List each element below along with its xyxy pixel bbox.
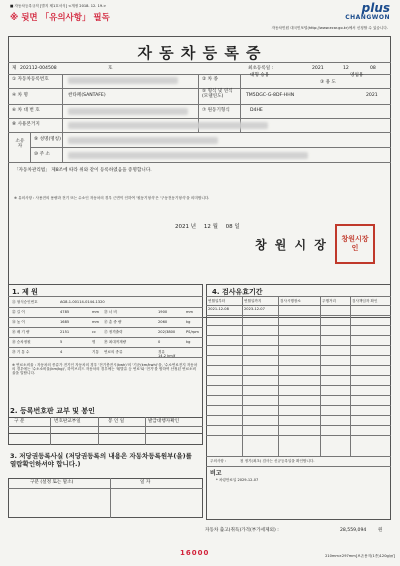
plate-col-type: 구 분 bbox=[14, 419, 25, 424]
inspection-col-from: 연월일부터 bbox=[208, 299, 226, 303]
issue-day: 08 bbox=[225, 224, 233, 230]
spec-footnote: ※ 연료소비율 : 자동차의 종류가 전기인 자동차의 경우 '전기충전시(kwh)'의 '기준(km/kwh)'을, '수소연료전지 자동차의 경우에는 '수소소비율(km/kg)', 하이브리드 자동차의 경우에는 '휘발유 등 연료'와 '전기'를 합하여 산정된 연료소비율을 말합니다. bbox=[12, 363, 198, 376]
spec-label-2: ⑲ 최대적재량 bbox=[104, 340, 127, 344]
stamp-number: 16000 bbox=[180, 549, 210, 557]
spec-extra: 14.2 km/ℓ bbox=[158, 354, 176, 358]
owner-address-label: ⑩ 주 소 bbox=[34, 152, 50, 157]
plate-col-issued: 번호판교부일 bbox=[54, 419, 81, 424]
inspection-col-inspector: 검사책임자 확인 bbox=[352, 299, 378, 303]
spec-row-divider bbox=[8, 347, 203, 348]
spec-unit: 기통 bbox=[92, 350, 99, 354]
inspection-col-mileage: 주행거리 bbox=[322, 299, 336, 303]
issue-date bbox=[175, 222, 240, 230]
vehicle-type-label: ② 차 종 bbox=[202, 77, 218, 82]
spec-unit: mm bbox=[92, 310, 100, 314]
first-reg-month: 12 bbox=[343, 66, 349, 71]
issue-month-unit: 월 bbox=[212, 224, 218, 230]
reg-number-redacted bbox=[68, 77, 178, 84]
remarks-header: 비고 bbox=[210, 470, 222, 477]
spec-value-2: 경유 bbox=[158, 350, 165, 354]
inspection-section bbox=[206, 284, 391, 520]
official-seal bbox=[335, 224, 375, 264]
portal-notice: 자동차민원 대국민포털(http://www.ecar.go.kr)에서 신청할 수 있습니다. bbox=[271, 26, 388, 30]
first-reg-day: 08 bbox=[370, 66, 376, 71]
inspection-col-place: 검사시행장소 bbox=[280, 299, 301, 303]
vin-label: ⑥ 차 대 번 호 bbox=[12, 108, 40, 113]
spec-unit: 명 bbox=[92, 340, 96, 344]
owner-name-label: ⑨ 성명(명칭) bbox=[34, 137, 61, 142]
owner-label: 소유자 bbox=[15, 139, 25, 150]
paper-spec: 210mm×297mm[보존용지(1종)120g/㎡] bbox=[325, 554, 395, 558]
doc-number-suffix: 호 bbox=[108, 66, 113, 71]
official-seal-text: 창원시장인 bbox=[341, 235, 369, 252]
model-year: 2021 bbox=[366, 93, 378, 98]
first-reg-label: 최초등록일 : bbox=[248, 66, 274, 71]
price-value: 28,559,094 bbox=[340, 528, 367, 533]
issue-year-unit: 년 bbox=[190, 224, 197, 230]
spec-unit: mm bbox=[92, 320, 100, 324]
model-label: ⑤ 형식 및 연식 (모델연도) bbox=[202, 89, 233, 100]
spec-label: ⑫ 길 이 bbox=[12, 310, 25, 314]
inspection-to: 2023-12-07 bbox=[244, 307, 265, 311]
registration-certificate bbox=[8, 36, 391, 318]
plate-col-agent: 발급대행자확인 bbox=[148, 419, 180, 424]
plate-header: 2. 등록번호판 교부 및 봉인 bbox=[10, 407, 95, 415]
spec-value: 2151 bbox=[60, 330, 70, 334]
reg-number-label: ① 자동차등록번호 bbox=[12, 77, 49, 82]
spec-header: 1. 제 원 bbox=[12, 288, 38, 296]
doc-number: 202112-004508 bbox=[20, 66, 57, 71]
spec-unit-2: kg bbox=[186, 320, 191, 324]
base-location-redacted bbox=[68, 122, 268, 129]
use-value: 영업용 bbox=[350, 73, 364, 78]
owner-address-redacted bbox=[68, 152, 308, 159]
model-value: TM5DGC-G-8DF-HHN bbox=[246, 93, 295, 98]
spec-label: ⑪ 형식승인번호 bbox=[12, 300, 38, 304]
issuer-name: 창 원 시 장 bbox=[255, 238, 328, 252]
spec-label: ⑭ 높 이 bbox=[12, 320, 25, 324]
lien-col-date: 일 자 bbox=[140, 480, 151, 485]
caution-text: 첫 정기(최초) 검사는 신규등록일을 확인합니다. bbox=[240, 459, 315, 463]
issue-day-unit: 일 bbox=[234, 224, 240, 230]
use-label: ③ 용 도 bbox=[320, 80, 336, 85]
price-unit: 원 bbox=[378, 528, 383, 533]
inspection-col-to: 연월일까지 bbox=[244, 299, 262, 303]
spec-value-2: 0 bbox=[158, 340, 161, 344]
owner-name-redacted bbox=[68, 137, 218, 144]
plate-col-sealed: 봉 인 일 bbox=[108, 419, 125, 424]
logo-plus-text: plus bbox=[361, 1, 390, 15]
vehicle-type-value: 대형 승용 bbox=[250, 73, 270, 78]
spec-label-2: ⑮ 총 중 량 bbox=[104, 320, 122, 324]
spec-value-2: 202/3800 bbox=[158, 330, 176, 334]
vin-redacted bbox=[68, 108, 188, 115]
spec-value-2: 1900 bbox=[158, 310, 168, 314]
spec-label-2: 연료의 종류 bbox=[104, 350, 123, 354]
logo-city-text: CHANGWON bbox=[345, 14, 390, 21]
form-reference: ■ 자동차등록규칙 [별지 제1호서식] <개정 2018. 12. 19.> bbox=[10, 4, 107, 8]
engine-label: ⑦ 원동기형식 bbox=[202, 108, 230, 113]
spec-value-2: 2060 bbox=[158, 320, 168, 324]
certification-text: 「자동차관리법」 제8조에 따라 위와 같이 등록하였음을 증명합니다. bbox=[14, 168, 152, 173]
issue-month: 12 bbox=[203, 224, 211, 230]
doc-number-label: 제 bbox=[12, 66, 17, 71]
city-logo bbox=[330, 2, 390, 21]
spec-unit-2: kg bbox=[186, 340, 191, 344]
spec-value: AG8-1-00114-0144-1320 bbox=[60, 300, 105, 304]
spec-row-divider bbox=[8, 317, 203, 318]
car-name-value: 싼타페(SANTAFE) bbox=[68, 93, 106, 98]
spec-label: ⑳ 기 통 수 bbox=[12, 350, 30, 354]
spec-value: 4 bbox=[60, 350, 63, 354]
car-name-label: ④ 차 명 bbox=[12, 93, 28, 98]
spec-label: ⑱ 승차정원 bbox=[12, 340, 31, 344]
spec-unit: cc bbox=[92, 330, 96, 334]
spec-value: 4785 bbox=[60, 310, 70, 314]
issue-year: 2021 bbox=[175, 224, 189, 230]
spec-row-divider bbox=[8, 307, 203, 308]
spec-unit-2: mm bbox=[186, 310, 194, 314]
engine-value: D4HE bbox=[250, 108, 263, 113]
spec-unit-2: PS/rpm bbox=[186, 330, 199, 334]
spec-value: 1685 bbox=[60, 320, 70, 324]
lien-header: 3. 저당권등록사실 (저당권등록의 내용은 자동차등록원부(을)를 열람확인하셔야 합니다.) bbox=[10, 452, 192, 468]
spec-label-2: ⑬ 너 비 bbox=[104, 310, 117, 314]
caution-note: ※ 유의사항 : 사용전의 용량과 전기 또는 수소인 자동차의 경우 근면이 인하여 '원동기형식'은 '구동전동기형식'을 의미합니다. bbox=[14, 196, 210, 200]
lien-col-type: 구분 (설정 또는 말소) bbox=[30, 480, 74, 485]
spec-row-divider bbox=[8, 337, 203, 338]
remarks-entry: * 차령만료일 2029-12-07 bbox=[216, 478, 259, 482]
caution-label: 주의사항 : bbox=[210, 459, 227, 463]
first-reg-year: 2021 bbox=[312, 66, 324, 71]
spec-row-divider bbox=[8, 327, 203, 328]
price-label: 자동차 출고(취득)가격(부가세제외) : bbox=[205, 528, 279, 533]
inspection-from: 2021-12-08 bbox=[208, 307, 229, 311]
spec-value: 5 bbox=[60, 340, 63, 344]
spec-label: ⑯ 배 기 량 bbox=[12, 330, 30, 334]
page-title: 자 동 차 등 록 증 bbox=[137, 44, 262, 62]
spec-label-2: ⑰ 정격출력 bbox=[104, 330, 123, 334]
base-location-label: ⑧ 사용본거지 bbox=[12, 122, 40, 127]
inspection-header: 4. 검사유효기간 bbox=[212, 288, 263, 296]
warning-notice: ※ 뒷면 「유의사항」 필독 bbox=[10, 13, 110, 23]
